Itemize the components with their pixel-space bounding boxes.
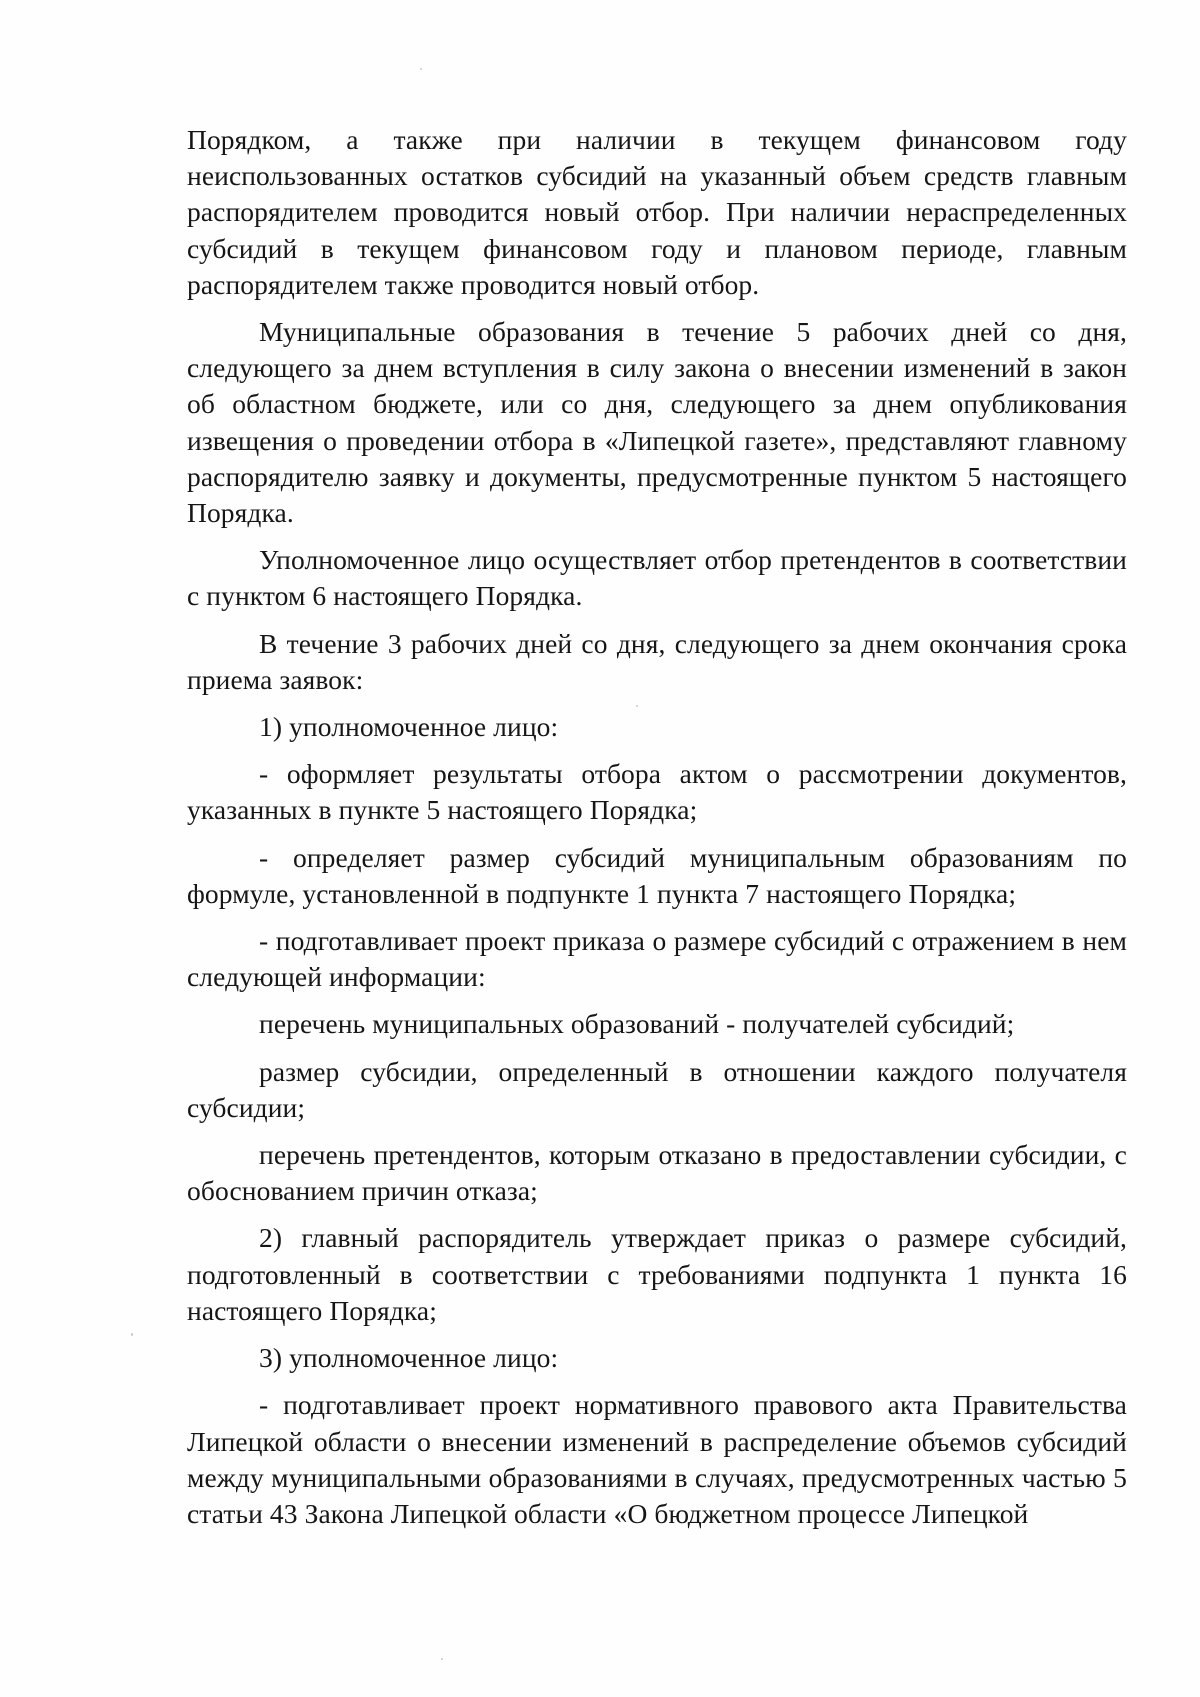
list-item: 2) главный распорядитель утверждает приказ о размере субсидий, подготовленный в соответствии с требованиями подпункта 1 пункта 16 настоящего Порядка; [187,1222,1127,1326]
list-item: - оформляет результаты отбора актом о рассмотрении документов, указанных в пункте 5 настоящего Порядка; [187,758,1127,826]
paragraph: Муниципальные образования в течение 5 рабочих дней со дня, следующего за днем вступления в силу закона о внесении изменений в закон об областном бюджете, или со дня, следующего за днем опубликования извещения о проведении отбора в «Липецкой газете», представляют главному распорядителю заявку и документы, предусмотренные пунктом 5 настоящего Порядка. [187,316,1127,529]
list-item: - подготавливает проект нормативного правового акта Правительства Липецкой области о внесении изменений в распределение объемов субсидий между муниципальными образованиями в случаях, предусмотренных частью 5 статьи 43 Закона Липецкой области «О бюджетном процессе Липецкой [187,1389,1127,1529]
list-item: перечень претендентов, которым отказано в предоставлении субсидии, с обоснованием причин отказа; [187,1139,1127,1207]
scan-speck [441,1658,443,1660]
document-body [187,122,1127,1543]
list-item: размер субсидии, определенный в отношении каждого получателя субсидии; [187,1055,1127,1123]
list-item: - подготавливает проект приказа о размере субсидий с отражением в нем следующей информации: [187,925,1127,993]
list-item: перечень муниципальных образований - получателей субсидий; [259,1008,1015,1040]
paragraph: Уполномоченное лицо осуществляет отбор претендентов в соответствии с пунктом 6 настоящего Порядка. [187,544,1127,612]
paragraph: В течение 3 рабочих дней со дня, следующего за днем окончания срока приема заявок: [187,627,1127,695]
list-item: 3) уполномоченное лицо: [259,1342,559,1374]
list-item: 1) уполномоченное лицо: [259,711,559,743]
paragraph: Порядком, а также при наличии в текущем финансовом году неиспользованных остатков субсидий на указанный объем средств главным распорядителем проводится новый отбор. При наличии нераспределенных субсидий в текущем финансовом году и плановом периоде, главным распорядителем также проводится новый отбор. [187,124,1127,300]
scan-speck [420,68,422,70]
list-item: - определяет размер субсидий муниципальным образованиям по формуле, установленной в подпункте 1 пункта 7 настоящего Порядка; [187,841,1127,909]
scan-speck [131,1333,133,1336]
